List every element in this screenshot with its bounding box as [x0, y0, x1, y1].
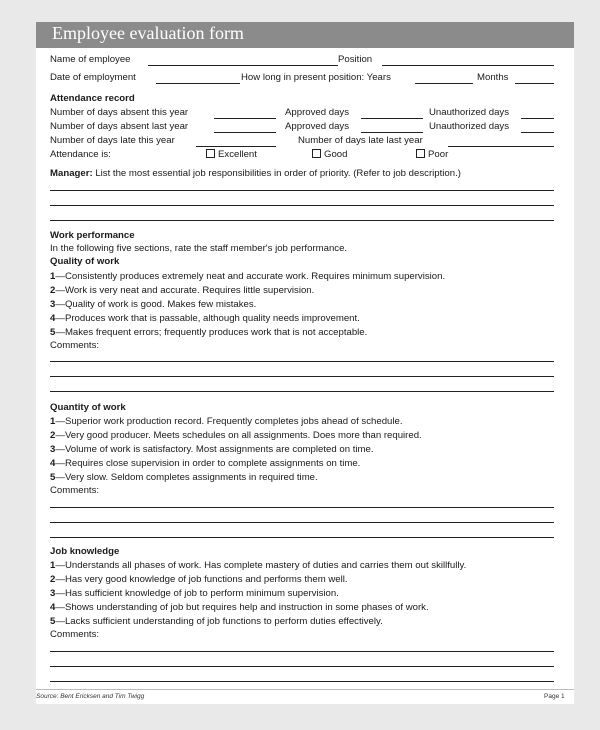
- months-field[interactable]: [515, 83, 554, 84]
- comment-line[interactable]: [50, 391, 554, 392]
- unauthorized-days-label-1: Unauthorized days: [429, 107, 509, 118]
- approved-days-field-2[interactable]: [361, 132, 423, 133]
- date-field[interactable]: [156, 83, 240, 84]
- poor-checkbox[interactable]: [416, 149, 425, 158]
- position-label: Position: [338, 54, 373, 65]
- absent-last-year-label: Number of days absent last year: [50, 121, 189, 132]
- comment-line[interactable]: [50, 361, 554, 362]
- unauthorized-days-label-2: Unauthorized days: [429, 121, 509, 132]
- how-long-label: How long in present position: Years: [241, 72, 391, 83]
- work-performance-heading: Work performance: [50, 230, 135, 241]
- absent-this-year-label: Number of days absent this year: [50, 107, 189, 118]
- comment-line[interactable]: [50, 651, 554, 652]
- excellent-checkbox[interactable]: [206, 149, 215, 158]
- rating-item: 4—Shows understanding of job but requires help and instruction in some phases of work.: [50, 602, 429, 613]
- attendance-is-label: Attendance is:: [50, 149, 111, 160]
- comment-line[interactable]: [50, 507, 554, 508]
- rating-item: 3—Volume of work is satisfactory. Most assignments are completed on time.: [50, 444, 374, 455]
- rating-item: 1—Understands all phases of work. Has complete mastery of duties and carries them out skillfully.: [50, 560, 467, 571]
- comments-label: Comments:: [50, 340, 100, 351]
- attendance-heading: Attendance record: [50, 93, 135, 104]
- section-heading: Job knowledge: [50, 546, 120, 557]
- rating-item: 3—Quality of work is good. Makes few mistakes.: [50, 299, 257, 310]
- manager-text: List the most essential job responsibilities in order of priority. (Refer to job description.): [95, 168, 461, 179]
- good-option[interactable]: [312, 149, 347, 161]
- name-label: Name of employee: [50, 54, 131, 65]
- rating-item: 5—Makes frequent errors; frequently produces work that is not acceptable.: [50, 327, 368, 338]
- absent-this-year-field[interactable]: [214, 118, 276, 119]
- approved-days-label-2: Approved days: [285, 121, 349, 132]
- years-field[interactable]: [415, 83, 473, 84]
- comment-line[interactable]: [50, 376, 554, 377]
- unauthorized-days-field-1[interactable]: [521, 118, 554, 119]
- rating-item: 2—Has very good knowledge of job functions and performs them well.: [50, 574, 348, 585]
- comment-line[interactable]: [50, 522, 554, 523]
- manager-line-3[interactable]: [50, 220, 554, 221]
- name-field[interactable]: [148, 65, 338, 66]
- absent-last-year-field[interactable]: [214, 132, 276, 133]
- late-this-year-label: Number of days late this year: [50, 135, 175, 146]
- comment-line[interactable]: [50, 537, 554, 538]
- late-last-year-field[interactable]: [448, 146, 554, 147]
- form-title: Employee evaluation form: [52, 23, 244, 43]
- poor-option[interactable]: [416, 149, 448, 161]
- rating-item: 4—Requires close supervision in order to complete assignments on time.: [50, 458, 361, 469]
- manager-label: Manager:: [50, 168, 93, 179]
- title-bar: [36, 22, 574, 48]
- comments-label: Comments:: [50, 485, 100, 496]
- rating-item: 1—Consistently produces extremely neat and accurate work. Requires minimum supervision.: [50, 271, 446, 282]
- excellent-option[interactable]: [206, 149, 257, 161]
- manager-line-1[interactable]: [50, 190, 554, 191]
- comment-line[interactable]: [50, 666, 554, 667]
- good-label: Good: [324, 149, 348, 160]
- work-performance-intro: In the following five sections, rate the staff member's job performance.: [50, 243, 348, 254]
- rating-item: 5—Lacks sufficient understanding of job functions to perform duties effectively.: [50, 616, 383, 627]
- rating-item: 4—Produces work that is passable, although quality needs improvement.: [50, 313, 360, 324]
- footer-source: Source: Bent Ericksen and Tim Twigg: [36, 693, 145, 700]
- approved-days-field-1[interactable]: [361, 118, 423, 119]
- section-heading: Quality of work: [50, 256, 120, 267]
- rating-item: 2—Very good producer. Meets schedules on all assignments. Does more than required.: [50, 430, 422, 441]
- section-heading: Quantity of work: [50, 402, 126, 413]
- excellent-label: Excellent: [218, 149, 257, 160]
- rating-item: 5—Very slow. Seldom completes assignments in required time.: [50, 472, 318, 483]
- comments-label: Comments:: [50, 629, 100, 640]
- rating-item: 3—Has sufficient knowledge of job to perform minimum supervision.: [50, 588, 339, 599]
- position-field[interactable]: [382, 65, 554, 66]
- unauthorized-days-field-2[interactable]: [521, 132, 554, 133]
- approved-days-label-1: Approved days: [285, 107, 349, 118]
- months-label: Months: [477, 72, 509, 83]
- late-this-year-field[interactable]: [196, 146, 276, 147]
- manager-line-2[interactable]: [50, 205, 554, 206]
- comment-line[interactable]: [50, 681, 554, 682]
- rating-item: 2—Work is very neat and accurate. Requires little supervision.: [50, 285, 315, 296]
- good-checkbox[interactable]: [312, 149, 321, 158]
- manager-instruction: [50, 168, 461, 180]
- date-label: Date of employment: [50, 72, 136, 83]
- footer-divider: [36, 689, 574, 690]
- poor-label: Poor: [428, 149, 449, 160]
- form-page: [36, 22, 574, 704]
- late-last-year-label: Number of days late last year: [298, 135, 423, 146]
- page-number: Page 1: [544, 693, 565, 700]
- rating-item: 1—Superior work production record. Frequently completes jobs ahead of schedule.: [50, 416, 403, 427]
